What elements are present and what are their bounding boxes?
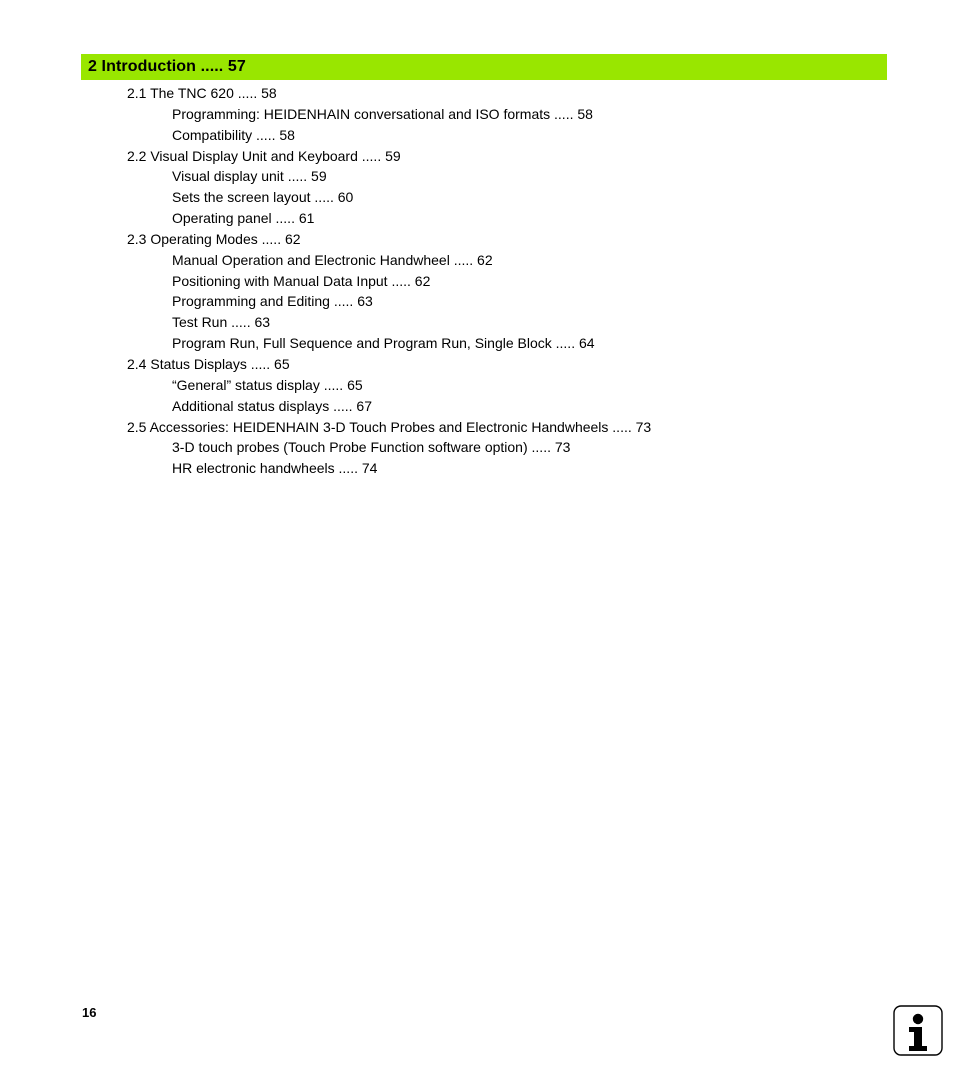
toc-entry-text: Test Run ..... 63 [172,314,271,331]
toc-entry-text: Additional status displays ..... 67 [172,397,372,414]
table-of-contents [127,83,887,479]
toc-entry-text: 2.2 Visual Display Unit and Keyboard ..... 59 [127,147,401,164]
toc-entry-text: Sets the screen layout ..... 60 [172,189,354,206]
toc-entry-text: Programming: HEIDENHAIN conversational and ISO formats ..... 58 [172,105,593,122]
toc-entry[interactable] [127,312,887,333]
toc-entry-text: 2.3 Operating Modes ..... 62 [127,230,301,247]
toc-entry[interactable] [127,250,887,271]
chapter-heading-bar [81,54,887,80]
toc-entry[interactable] [127,187,887,208]
toc-entry-text: “General” status display ..... 65 [172,376,363,393]
toc-entry-text: Program Run, Full Sequence and Program Run, Single Block ..... 64 [172,335,595,352]
toc-entry[interactable] [127,125,887,146]
toc-entry-text: Compatibility ..... 58 [172,126,295,143]
toc-entry-text: Positioning with Manual Data Input ..... 62 [172,272,431,289]
toc-entry[interactable] [127,166,887,187]
toc-entry-text: 3-D touch probes (Touch Probe Function software option) ..... 73 [172,439,571,456]
info-icon [893,1005,943,1056]
toc-entry[interactable] [127,83,887,104]
toc-entry[interactable] [127,146,887,167]
toc-entry[interactable] [127,208,887,229]
toc-entry-text: Programming and Editing ..... 63 [172,293,373,310]
toc-entry[interactable] [127,417,887,438]
toc-entry[interactable] [127,333,887,354]
toc-entry[interactable] [127,229,887,250]
page-number: 16 [82,1005,97,1020]
chapter-title: 2 Introduction ..... 57 [88,58,246,75]
toc-entry[interactable] [127,437,887,458]
toc-entry-text: Manual Operation and Electronic Handwheel ..... 62 [172,251,493,268]
toc-entry[interactable] [127,458,887,479]
toc-entry[interactable] [127,375,887,396]
toc-entry-text: Operating panel ..... 61 [172,210,315,227]
toc-entry-text: HR electronic handwheels ..... 74 [172,460,378,477]
toc-entry[interactable] [127,291,887,312]
toc-entry-text: 2.1 The TNC 620 ..... 58 [127,85,277,101]
toc-entry[interactable] [127,396,887,417]
toc-entry[interactable] [127,354,887,375]
toc-entry[interactable] [127,271,887,292]
toc-entry[interactable] [127,104,887,125]
toc-entry-text: Visual display unit ..... 59 [172,168,327,185]
toc-entry-text: 2.5 Accessories: HEIDENHAIN 3-D Touch Probes and Electronic Handwheels ..... 73 [127,418,652,435]
toc-entry-text: 2.4 Status Displays ..... 65 [127,355,290,372]
